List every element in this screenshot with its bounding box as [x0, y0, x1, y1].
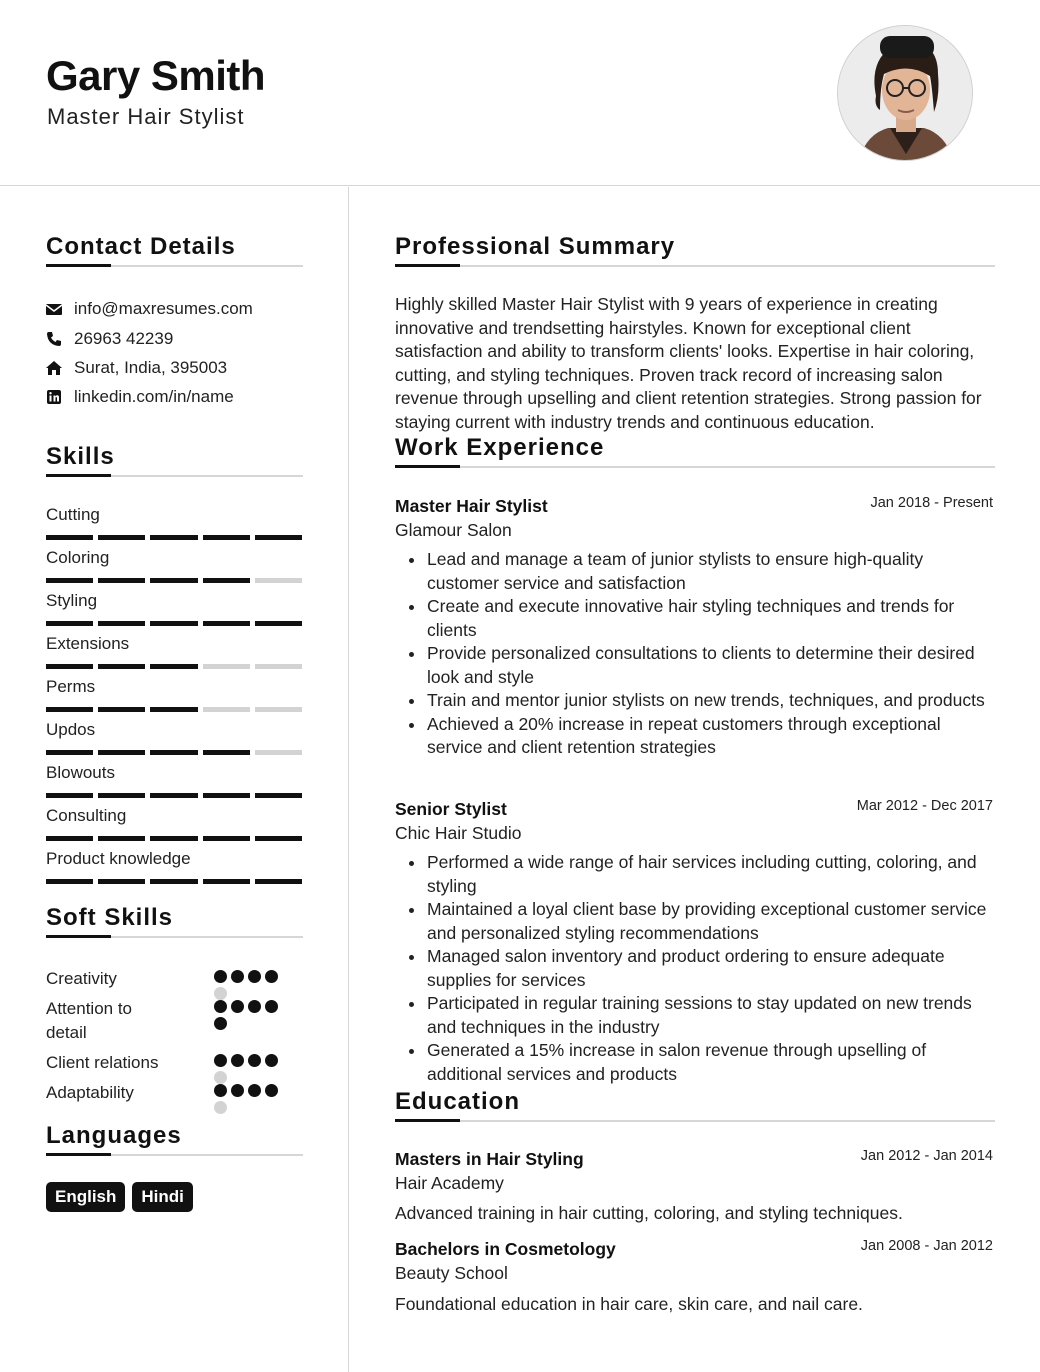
languages-list: [46, 1182, 193, 1212]
skill-label: Product knowledge: [46, 849, 191, 868]
skill-row: [46, 591, 302, 626]
experience-heading: Work Experience: [395, 434, 605, 461]
skill-level-segment: [46, 578, 93, 583]
section-divider: [395, 1120, 995, 1122]
degree-description: Advanced training in hair cutting, coloring, and styling techniques.: [395, 1203, 903, 1223]
list-item: Participated in regular training sessions to stay updated on new trends and techniques in the industry: [395, 992, 995, 1039]
rating-dot: [231, 1054, 244, 1067]
job-dates: Mar 2012 - Dec 2017: [856, 798, 993, 814]
rating-dot: [231, 970, 244, 983]
skill-label: Updos: [46, 720, 96, 739]
skill-level-segment: [46, 793, 93, 798]
skill-level-segment: [150, 664, 197, 669]
skill-level-segment: [255, 879, 302, 884]
education-heading: Education: [395, 1088, 521, 1115]
summary-heading: Professional Summary: [395, 233, 676, 260]
rating-dot: [214, 1017, 227, 1030]
rating-dot: [248, 1084, 261, 1097]
soft-skill-label: Attention to detail: [46, 999, 133, 1042]
soft-skill-label: Adaptability: [46, 1083, 134, 1102]
skill-level-segment: [98, 707, 145, 712]
degree-dates: Jan 2012 - Jan 2014: [860, 1148, 993, 1164]
list-item: Achieved a 20% increase in repeat customers through exceptional service and client retention strategies: [395, 713, 995, 760]
contact-heading: Contact Details: [46, 233, 236, 260]
section-divider: [46, 265, 303, 267]
rating-dot: [214, 1101, 227, 1114]
job-role: Senior Stylist: [395, 799, 507, 819]
skill-level-segment: [98, 664, 145, 669]
rating-dot: [248, 1000, 261, 1013]
job-company: Chic Hair Studio: [395, 823, 522, 843]
rating-dot: [248, 1054, 261, 1067]
list-item: Train and mentor junior stylists on new trends, techniques, and products: [395, 689, 995, 713]
skill-level-segment: [203, 793, 250, 798]
skill-level-segment: [255, 793, 302, 798]
skill-level-segment: [255, 578, 302, 583]
skill-level-segment: [46, 621, 93, 626]
email-text: info@maxresumes.com: [74, 299, 253, 318]
section-divider: [46, 936, 303, 938]
skill-level-segment: [98, 750, 145, 755]
skill-level-segment: [255, 707, 302, 712]
envelope-icon: [46, 301, 62, 317]
skill-level-segment: [150, 750, 197, 755]
soft-skills-heading: Soft Skills: [46, 904, 174, 931]
skill-level-segment: [46, 664, 93, 669]
skill-row: [46, 806, 302, 841]
school-name: Beauty School: [395, 1263, 508, 1283]
list-item: Create and execute innovative hair styling techniques and trends for clients: [395, 595, 995, 642]
section-divider: [395, 466, 995, 468]
skill-label: Extensions: [46, 634, 130, 653]
contact-phone[interactable]: [46, 329, 173, 349]
phone-icon: [46, 331, 62, 347]
soft-skill-rating: [214, 1000, 288, 1030]
skill-level-segment: [203, 879, 250, 884]
list-item: Lead and manage a team of junior stylists to ensure high-quality customer service and satisfaction: [395, 548, 995, 595]
language-badge: Hindi: [132, 1182, 193, 1212]
soft-skills-section: [46, 904, 303, 938]
soft-skill-rating: [214, 1084, 288, 1114]
contact-location: [46, 358, 227, 378]
section-divider: [46, 1154, 303, 1156]
skill-label: Blowouts: [46, 763, 115, 782]
phone-text: 26963 42239: [74, 329, 174, 348]
skill-level-segment: [203, 750, 250, 755]
skill-level-segment: [150, 621, 197, 626]
avatar: [837, 25, 973, 161]
skill-level-segment: [150, 707, 197, 712]
skill-row: [46, 849, 302, 884]
languages-heading: Languages: [46, 1122, 182, 1149]
skill-level-segment: [150, 793, 197, 798]
list-item: Maintained a loyal client base by providing exceptional customer service and personalized styling recommendations: [395, 898, 995, 945]
skill-label: Styling: [46, 591, 98, 610]
section-divider: [395, 265, 995, 267]
skill-level-segment: [46, 750, 93, 755]
skill-row: [46, 720, 302, 755]
skill-level-bar: [46, 707, 302, 712]
skill-level-bar: [46, 793, 302, 798]
skill-level-bar: [46, 836, 302, 841]
resume-header: [0, 0, 1040, 186]
avatar-photo-icon: [838, 26, 973, 161]
rating-dot: [214, 1054, 227, 1067]
list-item: Performed a wide range of hair services including cutting, coloring, and styling: [395, 851, 995, 898]
skill-row: [46, 763, 302, 798]
degree-description: Foundational education in hair care, skin care, and nail care.: [395, 1294, 863, 1314]
skill-level-bar: [46, 750, 302, 755]
skill-level-segment: [98, 578, 145, 583]
skill-level-bar: [46, 664, 302, 669]
skill-label: Coloring: [46, 548, 110, 567]
rating-dot: [214, 1000, 227, 1013]
contact-linkedin[interactable]: [46, 387, 234, 407]
contact-email[interactable]: [46, 299, 253, 319]
rating-dot: [265, 1054, 278, 1067]
skill-level-segment: [46, 836, 93, 841]
soft-skill-label: Client relations: [46, 1053, 159, 1072]
skill-level-segment: [46, 879, 93, 884]
skills-section: [46, 443, 303, 477]
skill-level-segment: [203, 621, 250, 626]
skill-level-segment: [203, 535, 250, 540]
rating-dot: [265, 970, 278, 983]
degree-title: Bachelors in Cosmetology: [395, 1239, 616, 1259]
skill-row: [46, 677, 302, 712]
skill-level-segment: [203, 836, 250, 841]
skill-level-segment: [255, 535, 302, 540]
education-section: [395, 1088, 995, 1122]
list-item: Managed salon inventory and product ordering to ensure adequate supplies for services: [395, 945, 995, 992]
job-dates: Jan 2018 - Present: [870, 495, 993, 511]
section-divider: [46, 475, 303, 477]
job-bullets: [395, 548, 995, 760]
rating-dot: [214, 1084, 227, 1097]
skill-level-segment: [98, 836, 145, 841]
job-role: Master Hair Stylist: [395, 496, 548, 516]
soft-skill-rating: [214, 970, 288, 1000]
contact-section: [46, 233, 303, 267]
list-item: Provide personalized consultations to clients to determine their desired look and style: [395, 642, 995, 689]
summary-text: Highly skilled Master Hair Stylist with 9 years of experience in creating innovative and trendsetting hairstyles. Known for exceptional client satisfaction and ability to transform clients' looks. Expertise in hair coloring, cutting, and styling techniques. Proven track record of increasing salon revenue through upselling and client retention strategies. Strong passion for staying current with industry trends and continuous education.: [395, 294, 982, 432]
experience-section: [395, 434, 995, 468]
skill-level-segment: [203, 664, 250, 669]
rating-dot: [214, 987, 227, 1000]
skill-level-segment: [255, 750, 302, 755]
soft-skill-label: Creativity: [46, 969, 117, 988]
skill-level-bar: [46, 535, 302, 540]
linkedin-icon: [46, 389, 62, 405]
skill-level-segment: [46, 535, 93, 540]
skill-level-segment: [98, 535, 145, 540]
skill-label: Consulting: [46, 806, 127, 825]
rating-dot: [214, 970, 227, 983]
soft-skill-rating: [214, 1054, 288, 1084]
skill-row: [46, 634, 302, 669]
rating-dot: [265, 1084, 278, 1097]
skill-level-segment: [150, 578, 197, 583]
candidate-title: Master Hair Stylist: [47, 104, 245, 129]
summary-section: [395, 233, 995, 267]
candidate-name: Gary Smith: [46, 52, 266, 99]
home-icon: [46, 360, 62, 376]
languages-section: [46, 1122, 303, 1156]
rating-dot: [265, 1000, 278, 1013]
skill-label: Cutting: [46, 505, 100, 524]
rating-dot: [214, 1071, 227, 1084]
skill-level-segment: [255, 664, 302, 669]
degree-title: Masters in Hair Styling: [395, 1149, 584, 1169]
skills-heading: Skills: [46, 443, 115, 470]
skill-level-segment: [98, 793, 145, 798]
skill-level-segment: [255, 836, 302, 841]
skill-level-segment: [203, 578, 250, 583]
skill-level-bar: [46, 578, 302, 583]
degree-dates: Jan 2008 - Jan 2012: [860, 1238, 993, 1254]
list-item: Generated a 15% increase in salon revenue through upselling of additional services and products: [395, 1039, 995, 1086]
skill-row: [46, 548, 302, 583]
skill-level-bar: [46, 621, 302, 626]
skill-level-segment: [98, 879, 145, 884]
skill-level-bar: [46, 879, 302, 884]
job-bullets: [395, 851, 995, 1086]
rating-dot: [231, 1084, 244, 1097]
skill-level-segment: [46, 707, 93, 712]
school-name: Hair Academy: [395, 1173, 504, 1193]
language-badge: English: [46, 1182, 125, 1212]
rating-dot: [231, 1000, 244, 1013]
job-company: Glamour Salon: [395, 520, 512, 540]
column-divider: [348, 187, 349, 1372]
skill-row: [46, 505, 302, 540]
location-text: Surat, India, 395003: [74, 358, 228, 377]
skill-label: Perms: [46, 677, 96, 696]
skill-level-segment: [150, 535, 197, 540]
skill-level-segment: [150, 836, 197, 841]
rating-dot: [248, 970, 261, 983]
skill-level-segment: [255, 621, 302, 626]
skill-level-segment: [203, 707, 250, 712]
linkedin-text: linkedin.com/in/name: [74, 387, 234, 406]
skill-level-segment: [150, 879, 197, 884]
skill-level-segment: [98, 621, 145, 626]
